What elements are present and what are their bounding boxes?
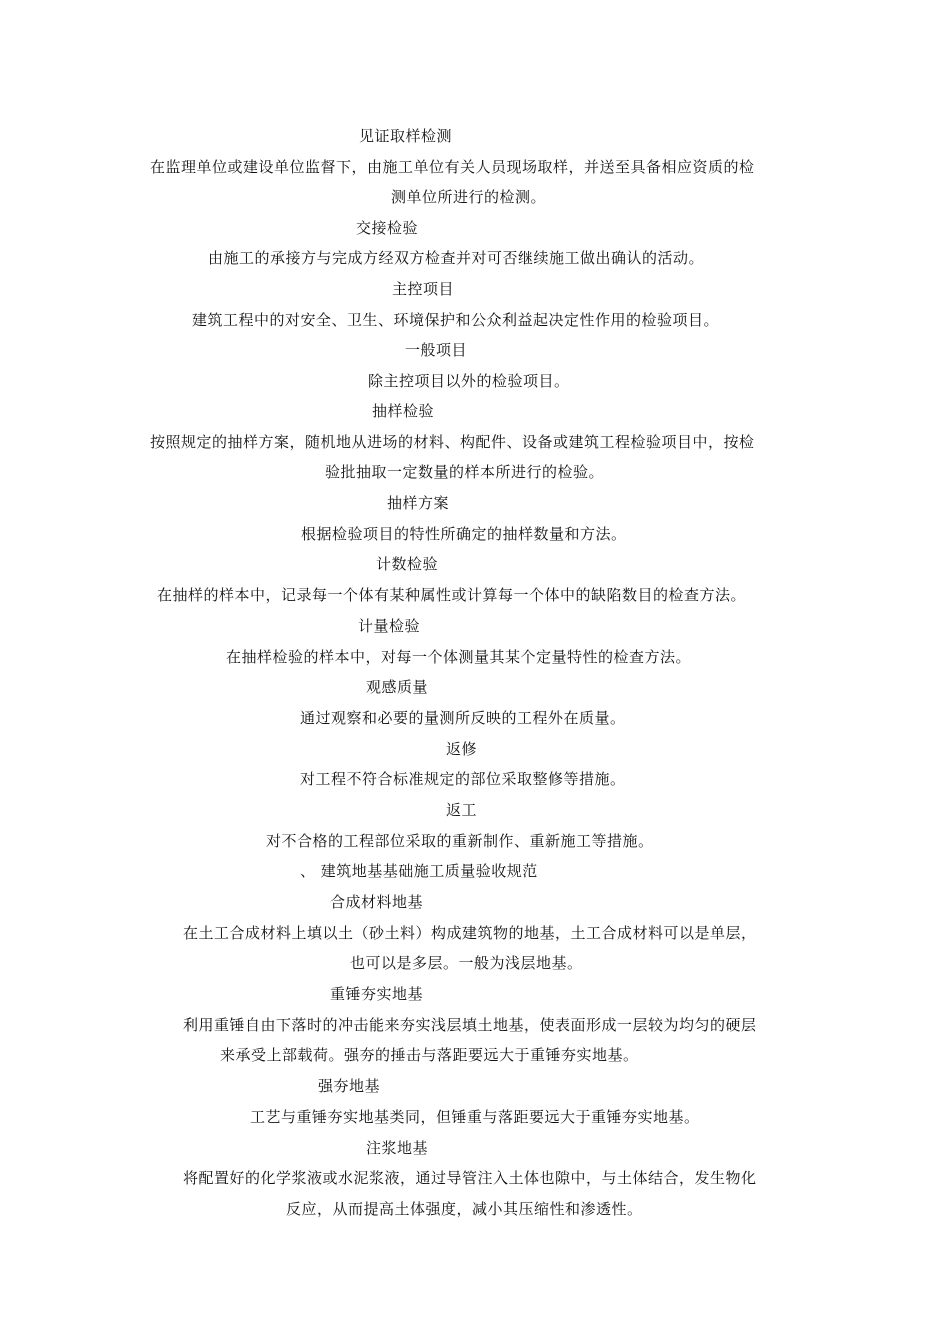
- definition-line: 在监理单位或建设单位监督下，由施工单位有关人员现场取样，并送至具备相应资质的检: [150, 158, 755, 176]
- definition-line: 根据检验项目的特性所确定的抽样数量和方法。: [301, 525, 627, 543]
- definition-line: 测单位所进行的检测。: [391, 188, 547, 206]
- definition-line: 通过观察和必要的量测所反映的工程外在质量。: [300, 709, 626, 727]
- term-heading: 强夯地基: [318, 1077, 381, 1095]
- definition-line: 由施工的承接方与完成方经双方检查并对可否继续施工做出确认的活动。: [208, 249, 705, 267]
- term-heading: 抽样方案: [387, 494, 450, 512]
- definition-line: 除主控项目以外的检验项目。: [368, 372, 570, 390]
- term-heading: 返工: [446, 801, 478, 819]
- term-heading: 交接检验: [356, 219, 419, 237]
- definition-line: 对不合格的工程部位采取的重新制作、重新施工等措施。: [266, 832, 654, 850]
- definition-line: 将配置好的化学浆液或水泥浆液，通过导管注入土体也隙中，与土体结合，发生物化: [183, 1169, 757, 1187]
- term-heading: 主控项目: [392, 280, 455, 298]
- term-heading: 合成材料地基: [330, 893, 424, 911]
- definition-line: 对工程不符合标准规定的部位采取整修等措施。: [300, 770, 626, 788]
- term-heading: 观感质量: [366, 678, 429, 696]
- definition-line: 验批抽取一定数量的样本所进行的检验。: [325, 463, 605, 481]
- term-heading: 一般项目: [405, 341, 468, 359]
- term-heading: 计数检验: [376, 555, 439, 573]
- definition-line: 在土工合成材料上填以土（砂土料）构成建筑物的地基，土工合成材料可以是单层，: [183, 924, 757, 942]
- definition-line: 来承受上部载荷。强夯的捶击与落距要远大于重锤夯实地基。: [220, 1046, 639, 1064]
- term-heading: 返修: [446, 740, 478, 758]
- definition-line: 按照规定的抽样方案，随机地从进场的材料、构配件、设备或建筑工程检验项目中，按检: [150, 433, 755, 451]
- term-heading: 重锤夯实地基: [330, 985, 424, 1003]
- definition-line: 在抽样的样本中，记录每一个体有某种属性或计算每一个体中的缺陷数目的检查方法。: [157, 586, 747, 604]
- definition-line: 建筑工程中的对安全、卫生、环境保护和公众利益起决定性作用的检验项目。: [192, 311, 720, 329]
- definition-line: 反应，从而提高土体强度，减小其压缩性和渗透性。: [286, 1200, 643, 1218]
- definition-line: 工艺与重锤夯实地基类同，但锤重与落距要远大于重锤夯实地基。: [250, 1108, 700, 1126]
- term-heading: 见证取样检测: [359, 127, 453, 145]
- term-heading: 抽样检验: [372, 402, 435, 420]
- section-heading: 、 建筑地基基础施工质量验收规范: [300, 862, 538, 880]
- definition-line: 利用重锤自由下落时的冲击能来夯实浅层填土地基，使表面形成一层较为均匀的硬层: [183, 1016, 757, 1034]
- term-heading: 注浆地基: [366, 1139, 429, 1157]
- definition-line: 在抽样检验的样本中，对每一个体测量其某个定量特性的检查方法。: [226, 648, 692, 666]
- definition-line: 也可以是多层。一般为浅层地基。: [350, 954, 583, 972]
- term-heading: 计量检验: [358, 617, 421, 635]
